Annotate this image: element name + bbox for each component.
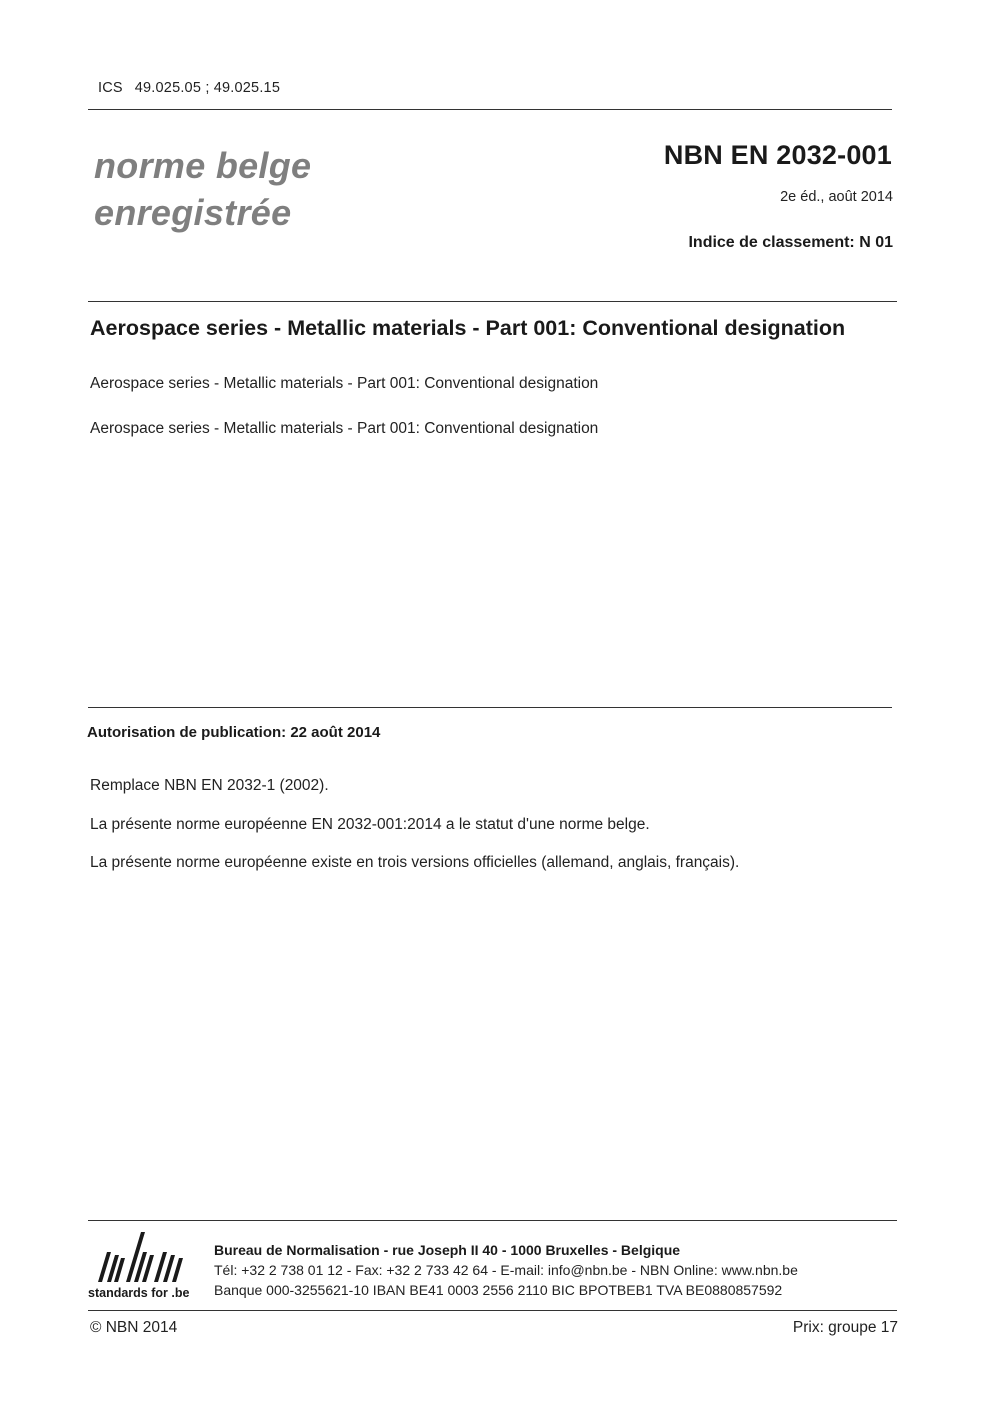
- title-rule: [88, 301, 897, 302]
- document-title: Aerospace series - Metallic materials - Part 001: Conventional designation: [90, 316, 846, 340]
- footer-address: Bureau de Normalisation - rue Joseph II 40 - 1000 Bruxelles - Belgique: [214, 1242, 681, 1258]
- versions-note: La présente norme européenne existe en trois versions officielles (allemand, anglais, français).: [90, 854, 740, 871]
- footer-contact: Tél: +32 2 738 01 12 - Fax: +32 2 733 42 64 - E-mail: info@nbn.be - NBN Online: www.nbn.be: [214, 1262, 798, 1278]
- edition-date: 2e éd., août 2014: [780, 189, 893, 205]
- logo-tagline: standards for .be: [88, 1286, 190, 1300]
- ics-label: ICS: [98, 80, 123, 96]
- publication-authorization: Autorisation de publication: 22 août 2014: [87, 724, 381, 741]
- publication-rule: [88, 707, 892, 708]
- footer-contact-block: [214, 1240, 798, 1300]
- subtitle-first: Aerospace series - Metallic materials - Part 001: Conventional designation: [90, 375, 599, 392]
- header-rule: [88, 109, 892, 110]
- nbn-logo: [88, 1228, 200, 1308]
- standard-number: NBN EN 2032-001: [663, 140, 892, 170]
- brand-line-1: norme belge: [94, 145, 312, 186]
- nbn-logo-mark: [88, 1228, 200, 1284]
- price-group: Prix: groupe 17: [792, 1319, 898, 1336]
- status-note: La présente norme européenne EN 2032-001:2014 a le statut d'une norme belge.: [90, 816, 650, 833]
- brand-title: [94, 142, 311, 236]
- replaces-note: Remplace NBN EN 2032-1 (2002).: [90, 777, 329, 794]
- ics-classification: [98, 80, 280, 96]
- ics-codes: 49.025.05 ; 49.025.15: [134, 80, 281, 96]
- brand-line-2: enregistrée: [94, 192, 292, 233]
- bottom-rule: [88, 1310, 897, 1311]
- subtitle-second: Aerospace series - Metallic materials - Part 001: Conventional designation: [90, 420, 599, 437]
- classification-index: Indice de classement: N 01: [688, 234, 893, 251]
- footer-rule: [88, 1220, 897, 1221]
- copyright: © NBN 2014: [90, 1319, 178, 1336]
- footer-bank: Banque 000-3255621-10 IBAN BE41 0003 2556 2110 BIC BPOTBEB1 TVA BE0880857592: [214, 1282, 783, 1298]
